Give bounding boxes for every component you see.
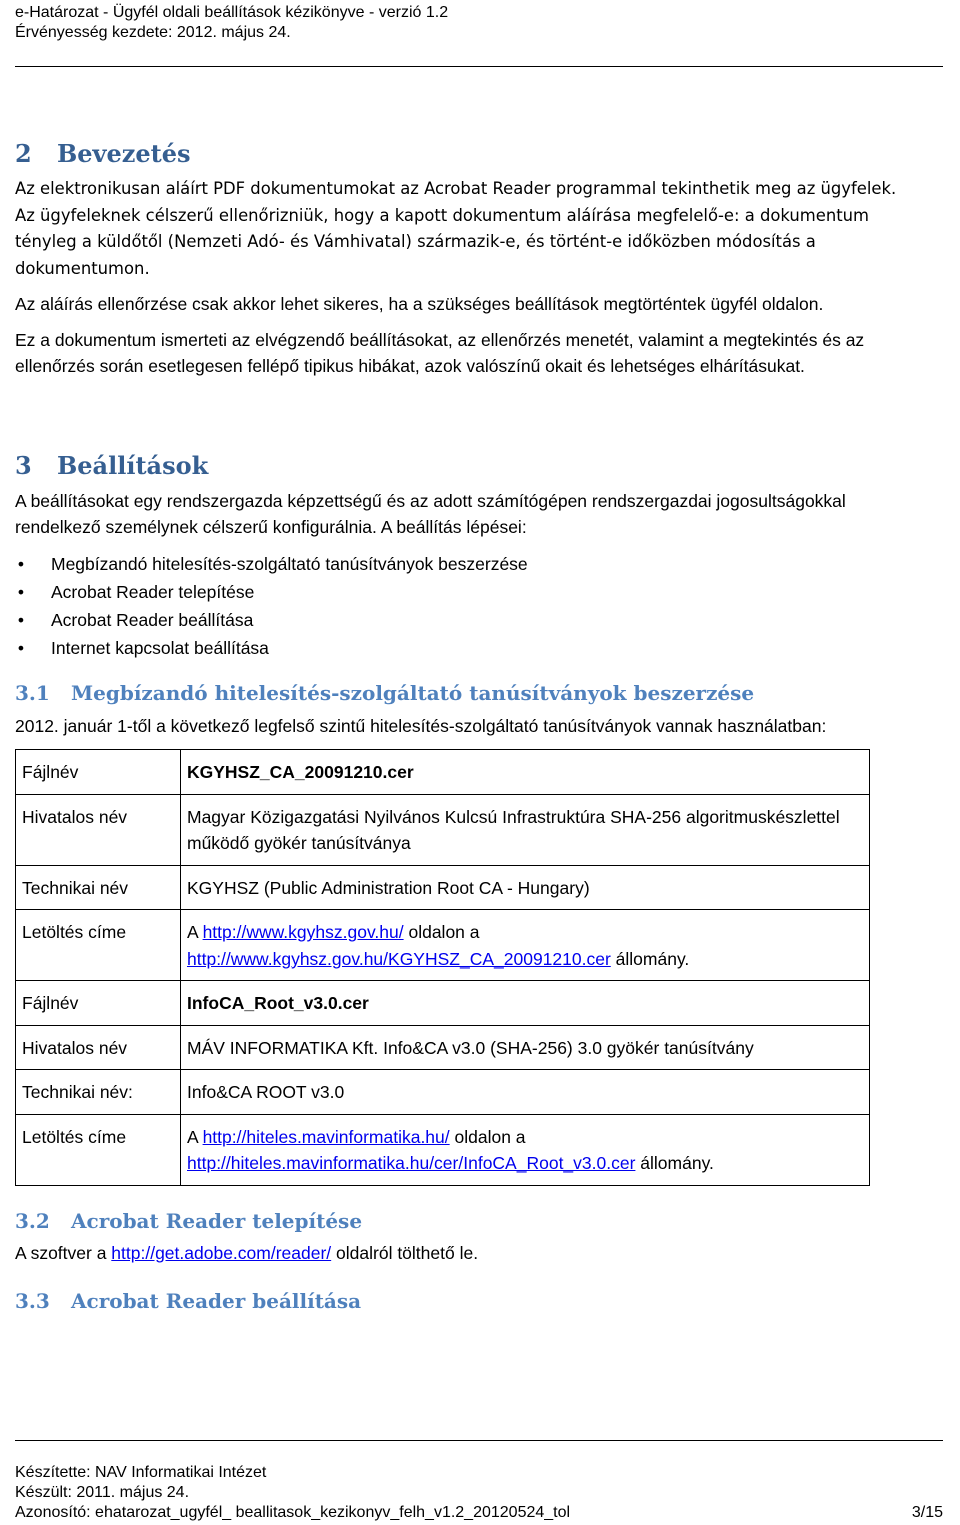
- table-row: [16, 1114, 870, 1185]
- header-validity: Érvényesség kezdete: 2012. május 24.: [15, 24, 291, 41]
- footer-date: Készült: 2011. május 24.: [15, 1484, 190, 1501]
- section-title: Bevezetés: [57, 139, 191, 168]
- table-row: [16, 865, 870, 910]
- bullet-icon: •: [17, 609, 25, 630]
- table-key: Hivatalos név: [16, 794, 181, 865]
- intro-paragraph-2: Az aláírás ellenőrzése csak akkor lehet sikeres, ha a szükséges beállítások megtörténtek ügyfél oldalon.: [15, 294, 824, 314]
- list-item: • Acrobat Reader beállítása: [15, 606, 915, 634]
- table-value: A http://www.kgyhsz.gov.hu/ oldalon a http://www.kgyhsz.gov.hu/KGYHSZ_CA_20091210.cer állomány.: [181, 910, 870, 981]
- section-title: Beállítások: [57, 450, 209, 480]
- table-row: [16, 910, 870, 981]
- table-row: [16, 750, 870, 795]
- list-item: • Megbízandó hitelesítés-szolgáltató tanúsítványok beszerzése: [15, 550, 915, 578]
- table-value: KGYHSZ (Public Administration Root CA - Hungary): [181, 865, 870, 910]
- bullet-icon: •: [17, 637, 25, 658]
- intro-paragraph-1: Az elektronikusan aláírt PDF dokumentumokat az Acrobat Reader programmal tekinthetik meg az ügyfelek. Az ügyfeleknek célszerű ellenőrizniük, hogy a kapott dokumentum aláírása megfelelő-e: a dokumentum tényleg a küldőtől (Nemzeti Adó- és Vámhivatal) származik-e, és történt-e időközben módosítás a dokumentumon.: [15, 179, 897, 278]
- mavinformatika-cert-link[interactable]: http://hiteles.mavinformatika.hu/cer/InfoCA_Root_v3.0.cer: [187, 1153, 636, 1173]
- footer-author: Készítette: NAV Informatikai Intézet: [15, 1464, 267, 1481]
- section-3-3-heading: [15, 1288, 915, 1314]
- table-value: InfoCA_Root_v3.0.cer: [181, 981, 870, 1026]
- table-key: Letöltés címe: [16, 1114, 181, 1185]
- page-number: 3/15: [911, 1504, 943, 1521]
- section-title: Megbízandó hitelesítés-szolgáltató tanúsítványok beszerzése: [71, 680, 755, 705]
- section-title: Acrobat Reader telepítése: [71, 1208, 363, 1233]
- footer-identifier: Azonosító: ehatarozat_ugyfél_ beallitasok_kezikonyv_felh_v1.2_20120524_tol: [15, 1504, 571, 1521]
- section-number: 3: [15, 450, 32, 480]
- table-value: MÁV INFORMATIKA Kft. Info&CA v3.0 (SHA-256) 3.0 gyökér tanúsítvány: [181, 1025, 870, 1070]
- table-value: Magyar Közigazgatási Nyilvános Kulcsú Infrastruktúra SHA-256 algoritmuskészlettel működő gyökér tanúsítványa: [181, 794, 870, 865]
- settings-steps-list: [15, 550, 915, 662]
- adobe-reader-link[interactable]: http://get.adobe.com/reader/: [111, 1242, 332, 1263]
- kgyhsz-cert-link[interactable]: http://www.kgyhsz.gov.hu/KGYHSZ_CA_20091210.cer: [187, 948, 611, 969]
- section-3-heading: [15, 452, 915, 480]
- section-3-1-heading: [15, 680, 915, 706]
- section-2-heading: [15, 140, 915, 168]
- settings-paragraph: A beállításokat egy rendszergazda képzettségű és az adott számítógépen rendszergazdai jogosultságokkal rendelkező személynek célszerű konfigurálnia. A beállítás lépései:: [15, 490, 846, 537]
- page-header: [15, 3, 943, 67]
- section-3-2-heading: [15, 1208, 915, 1234]
- certificates-table: [15, 749, 870, 1186]
- table-row: [16, 1025, 870, 1070]
- section-number: 3.1: [15, 680, 50, 705]
- table-key: Hivatalos név: [16, 1025, 181, 1070]
- certificates-paragraph: 2012. január 1-től a következő legfelső szintű hitelesítés-szolgáltató tanúsítványok vannak használatban:: [15, 715, 827, 736]
- bullet-icon: •: [17, 581, 25, 602]
- table-value: Info&CA ROOT v3.0: [181, 1070, 870, 1115]
- table-key: Letöltés címe: [16, 910, 181, 981]
- install-paragraph: A szoftver a http://get.adobe.com/reader/ oldalról tölthető le.: [15, 1242, 479, 1263]
- table-key: Technikai név:: [16, 1070, 181, 1115]
- table-value: KGYHSZ_CA_20091210.cer: [181, 750, 870, 795]
- bullet-icon: •: [17, 553, 25, 574]
- kgyhsz-site-link[interactable]: http://www.kgyhsz.gov.hu/: [202, 922, 404, 942]
- table-value: A http://hiteles.mavinformatika.hu/ oldalon a http://hiteles.mavinformatika.hu/cer/InfoCA_Root_v3.0.cer állomány.: [181, 1114, 870, 1185]
- mavinformatika-site-link[interactable]: http://hiteles.mavinformatika.hu/: [202, 1126, 450, 1147]
- intro-paragraph-3: Ez a dokumentum ismerteti az elvégzendő beállításokat, az ellenőrzés menetét, valamint a megtekintés és az ellenőrzés során esetlegesen fellépő tipikus hibákat, azok valószínű okait és lehetséges elhárításukat.: [15, 329, 865, 376]
- table-key: Fájlnév: [16, 981, 181, 1026]
- table-row: [16, 981, 870, 1026]
- table-row: [16, 1070, 870, 1115]
- table-key: Technikai név: [16, 865, 181, 910]
- list-item: • Internet kapcsolat beállítása: [15, 634, 915, 662]
- section-number: 3.3: [15, 1289, 50, 1313]
- section-number: 3.2: [15, 1208, 50, 1233]
- header-title: e-Határozat - Ügyfél oldali beállítások kézikönyve - verzió 1.2: [15, 4, 449, 21]
- page-footer: [15, 1440, 943, 1523]
- section-number: 2: [15, 139, 32, 168]
- section-title: Acrobat Reader beállítása: [71, 1289, 362, 1313]
- table-row: [16, 794, 870, 865]
- page-content: [15, 140, 915, 1314]
- table-key: Fájlnév: [16, 750, 181, 795]
- list-item: • Acrobat Reader telepítése: [15, 578, 915, 606]
